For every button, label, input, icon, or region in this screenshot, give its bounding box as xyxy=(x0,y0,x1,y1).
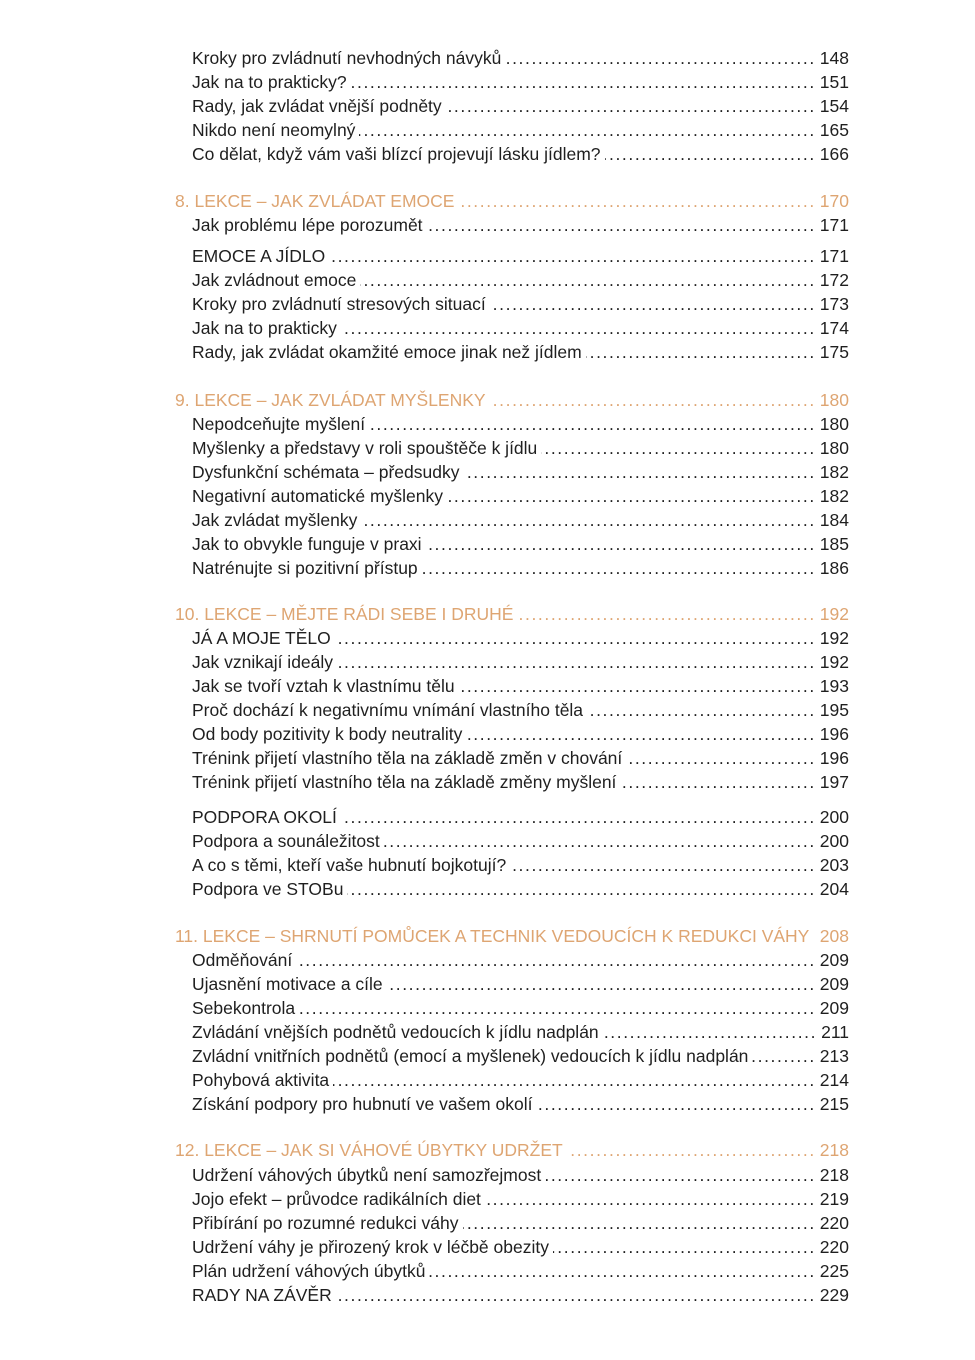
toc-dot-leader xyxy=(296,948,816,972)
toc-entry-title: Jak na to prakticky xyxy=(192,318,337,338)
toc-page-number: 166 xyxy=(819,144,849,164)
toc-entry xyxy=(192,556,849,580)
toc-page-number: 200 xyxy=(819,807,849,827)
toc-entry xyxy=(192,94,849,118)
toc-dot-leader xyxy=(545,1163,816,1187)
toc-entry xyxy=(192,853,849,877)
toc-page-number: 214 xyxy=(819,1070,849,1090)
toc-entry-title: Trénink přijetí vlastního těla na základě změn v chování xyxy=(192,748,623,768)
toc-entry-title: Udržení váhy je přirozený krok v léčbě obezity xyxy=(192,1237,549,1257)
toc-dot-leader xyxy=(335,626,816,650)
toc-dot-leader xyxy=(466,722,815,746)
toc-dot-leader xyxy=(387,972,816,996)
toc-dot-leader xyxy=(341,805,816,829)
toc-dot-leader xyxy=(384,829,816,853)
toc-page-number: 165 xyxy=(819,120,849,140)
toc-dot-leader xyxy=(505,46,815,70)
toc-entry-title: Rady, jak zvládat okamžité emoce jinak než jídlem xyxy=(192,342,582,362)
toc-page-number: 192 xyxy=(819,652,849,672)
toc-entry-title: JÁ A MOJE TĚLO xyxy=(192,628,331,648)
toc-entry xyxy=(192,650,849,674)
toc-entry xyxy=(192,698,849,722)
toc-dot-leader xyxy=(586,340,816,364)
toc-page-number: 174 xyxy=(819,318,849,338)
toc-page-number: 180 xyxy=(819,414,849,434)
toc-entry-title: Získání podpory pro hubnutí ve vašem okolí xyxy=(192,1094,533,1114)
toc-dot-leader xyxy=(603,1020,817,1044)
toc-chapter-heading xyxy=(175,602,849,626)
toc-entry xyxy=(192,412,849,436)
toc-page-number: 211 xyxy=(821,1022,849,1042)
toc-entry-title: Zvládání vnějších podnětů vedoucích k jídlu nadplán xyxy=(192,1022,599,1042)
toc-entry xyxy=(192,1068,849,1092)
toc-entry-title: Jojo efekt – průvodce radikálních diet xyxy=(192,1189,481,1209)
toc-dot-leader xyxy=(427,213,816,237)
toc-entry-title: Nikdo není neomylný xyxy=(192,120,356,140)
toc-page-number: 173 xyxy=(819,294,849,314)
toc-page-number: 184 xyxy=(819,510,849,530)
toc-dot-leader xyxy=(620,770,815,794)
toc-page-number: 204 xyxy=(819,879,849,899)
toc-entry xyxy=(192,1163,849,1187)
toc-dot-leader xyxy=(329,244,816,268)
toc-dot-leader xyxy=(447,484,816,508)
toc-entry xyxy=(192,1235,849,1259)
toc-page-number: 180 xyxy=(819,390,849,410)
toc-entry-title: A co s těmi, kteří vaše hubnutí bojkotují? xyxy=(192,855,507,875)
toc-dot-leader xyxy=(510,853,816,877)
toc-page-number: 195 xyxy=(819,700,849,720)
toc-entry xyxy=(192,770,849,794)
toc-entry xyxy=(192,340,849,364)
toc-page-number: 229 xyxy=(819,1285,849,1305)
toc-entry-title: Dysfunkční schémata – předsudky xyxy=(192,462,460,482)
toc-entry-title: Proč dochází k negativnímu vnímání vlastního těla xyxy=(192,700,584,720)
toc-page-number: 220 xyxy=(819,1213,849,1233)
toc-entry-title: Podpora a sounáležitost xyxy=(192,831,380,851)
toc-dot-leader xyxy=(536,1092,815,1116)
toc-entry xyxy=(192,674,849,698)
toc-page-number: 209 xyxy=(819,950,849,970)
toc-dot-leader xyxy=(458,189,815,213)
toc-entry xyxy=(192,532,849,556)
toc-dot-leader xyxy=(490,388,816,412)
toc-entry-title: Trénink přijetí vlastního těla na základě změny myšlení xyxy=(192,772,617,792)
toc-entry-title: RADY NA ZÁVĚR xyxy=(192,1285,332,1305)
toc-dot-leader xyxy=(626,746,816,770)
toc-entry-title: Udržení váhových úbytků není samozřejmost xyxy=(192,1165,542,1185)
toc-entry xyxy=(192,746,849,770)
toc-entry-title: 9. LEKCE – JAK ZVLÁDAT MYŠLENKY xyxy=(175,390,486,410)
toc-page-number: 213 xyxy=(819,1046,849,1066)
toc-entry xyxy=(192,1211,849,1235)
toc-entry xyxy=(192,1187,849,1211)
toc-page-number: 175 xyxy=(819,342,849,362)
toc-entry-title: Jak zvládnout emoce xyxy=(192,270,357,290)
toc-dot-leader xyxy=(587,698,816,722)
toc-entry-title: Co dělat, když vám vaši blízcí projevují lásku jídlem? xyxy=(192,144,601,164)
toc-page-number: 218 xyxy=(819,1165,849,1185)
toc-entry-title: 8. LEKCE – JAK ZVLÁDAT EMOCE xyxy=(175,191,455,211)
toc-entry-title: Přibírání po rozumné redukci váhy xyxy=(192,1213,459,1233)
toc-page-number: 218 xyxy=(819,1140,849,1160)
toc-dot-leader xyxy=(517,602,815,626)
toc-entry-title: Plán udržení váhových úbytků xyxy=(192,1261,426,1281)
toc-entry-title: PODPORA OKOLÍ xyxy=(192,807,337,827)
toc-entry-title: Kroky pro zvládnutí nevhodných návyků xyxy=(192,48,502,68)
toc-entry xyxy=(192,996,849,1020)
toc-dot-leader xyxy=(351,70,816,94)
toc-page-number: 193 xyxy=(819,676,849,696)
toc-entry xyxy=(192,1092,849,1116)
toc-entry-title: Kroky pro zvládnutí stresových situací xyxy=(192,294,486,314)
toc-chapter-heading xyxy=(175,189,849,213)
toc-entry-title: 11. LEKCE – SHRNUTÍ POMŮCEK A TECHNIK VEDOUCÍCH K REDUKCI VÁHY xyxy=(175,926,810,946)
toc-page-number: 170 xyxy=(819,191,849,211)
toc-dot-leader xyxy=(336,1283,816,1307)
toc-dot-leader xyxy=(541,436,816,460)
toc-entry xyxy=(192,1044,849,1068)
toc-dot-leader xyxy=(337,650,816,674)
toc-page-number: 148 xyxy=(819,48,849,68)
toc-chapter-heading xyxy=(175,388,849,412)
toc-entry xyxy=(192,142,849,166)
toc-entry xyxy=(192,484,849,508)
toc-page-number: 215 xyxy=(819,1094,849,1114)
toc-page-number: 182 xyxy=(819,462,849,482)
toc-chapter-heading xyxy=(175,924,849,948)
toc-page-number: 154 xyxy=(819,96,849,116)
toc-dot-leader xyxy=(361,508,815,532)
toc-entry xyxy=(192,118,849,142)
toc-entry xyxy=(192,292,849,316)
toc-dot-leader xyxy=(490,292,816,316)
toc-dot-leader xyxy=(752,1044,815,1068)
toc-entry xyxy=(192,1259,849,1283)
toc-page-number: 196 xyxy=(819,748,849,768)
toc-page-number: 185 xyxy=(819,534,849,554)
toc-entry xyxy=(192,244,849,268)
toc-entry-title: Rady, jak zvládat vnější podněty xyxy=(192,96,442,116)
toc-entry-title: Myšlenky a představy v roli spouštěče k jídlu xyxy=(192,438,538,458)
toc-entry-title: Negativní automatické myšlenky xyxy=(192,486,443,506)
toc-dot-leader xyxy=(464,460,816,484)
toc-page-number: 172 xyxy=(819,270,849,290)
toc-dot-leader xyxy=(567,1138,816,1162)
toc-dot-leader xyxy=(299,996,816,1020)
toc-entry xyxy=(192,626,849,650)
toc-page-number: 219 xyxy=(819,1189,849,1209)
toc-dot-leader xyxy=(429,1259,815,1283)
toc-dot-leader xyxy=(341,316,816,340)
toc-page-number: 171 xyxy=(819,246,849,266)
toc-dot-leader xyxy=(485,1187,816,1211)
toc-page-number: 151 xyxy=(819,72,849,92)
toc-entry-title: Jak se tvoří vztah k vlastnímu tělu xyxy=(192,676,455,696)
toc-page-number: 225 xyxy=(819,1261,849,1281)
toc-dot-leader xyxy=(605,142,816,166)
toc-page-number: 197 xyxy=(819,772,849,792)
toc-entry xyxy=(192,877,849,901)
toc-entry-title: Nepodceňujte myšlení xyxy=(192,414,366,434)
toc-entry-title: Sebekontrola xyxy=(192,998,296,1018)
toc-entry-title: Ujasnění motivace a cíle xyxy=(192,974,383,994)
toc-entry xyxy=(192,70,849,94)
toc-entry-title: Pohybová aktivita xyxy=(192,1070,330,1090)
toc-page-number: 209 xyxy=(819,998,849,1018)
toc-entry xyxy=(192,722,849,746)
toc-entry xyxy=(192,316,849,340)
toc-entry-title: Podpora ve STOBu xyxy=(192,879,344,899)
toc-chapter-heading xyxy=(175,1138,849,1162)
toc-dot-leader xyxy=(553,1235,816,1259)
toc-page-number: 182 xyxy=(819,486,849,506)
toc-entry-title: Jak vznikají ideály xyxy=(192,652,334,672)
toc-page-number: 203 xyxy=(819,855,849,875)
toc-dot-leader xyxy=(459,674,816,698)
toc-dot-leader xyxy=(347,877,815,901)
toc-dot-leader xyxy=(333,1068,816,1092)
toc-entry xyxy=(192,805,849,829)
toc-page-number: 220 xyxy=(819,1237,849,1257)
toc-page-number: 171 xyxy=(819,215,849,235)
toc-entry xyxy=(192,460,849,484)
toc-entry xyxy=(192,213,849,237)
toc-entry-title: Odměňování xyxy=(192,950,293,970)
toc-entry xyxy=(192,268,849,292)
toc-page-number: 209 xyxy=(819,974,849,994)
toc-page-number: 192 xyxy=(819,628,849,648)
toc-entry xyxy=(192,1283,849,1307)
toc-entry-title: 12. LEKCE – JAK SI VÁHOVÉ ÚBYTKY UDRŽET xyxy=(175,1140,563,1160)
toc-entry xyxy=(192,436,849,460)
toc-entry xyxy=(192,508,849,532)
toc-dot-leader xyxy=(813,924,815,948)
toc-entry-title: Natrénujte si pozitivní přístup xyxy=(192,558,418,578)
toc-page-number: 192 xyxy=(819,604,849,624)
toc-entry-title: Od body pozitivity k body neutrality xyxy=(192,724,463,744)
toc-dot-leader xyxy=(463,1211,816,1235)
toc-entry xyxy=(192,46,849,70)
toc-entry-title: EMOCE A JÍDLO xyxy=(192,246,326,266)
toc-entry-title: Zvládní vnitřních podnětů (emocí a myšlenek) vedoucích k jídlu nadplán xyxy=(192,1046,749,1066)
toc-entry xyxy=(192,1020,849,1044)
toc-page-number: 200 xyxy=(819,831,849,851)
toc-dot-leader xyxy=(446,94,816,118)
toc-entry-title: Jak zvládat myšlenky xyxy=(192,510,358,530)
toc-entry-title: Jak problému lépe porozumět xyxy=(192,215,423,235)
toc-page-number: 196 xyxy=(819,724,849,744)
toc-dot-leader xyxy=(369,412,816,436)
toc-entry-title: 10. LEKCE – MĚJTE RÁDI SEBE I DRUHÉ xyxy=(175,604,514,624)
toc-page-number: 180 xyxy=(819,438,849,458)
toc-page-number: 186 xyxy=(819,558,849,578)
toc-dot-leader xyxy=(422,556,816,580)
toc-entry xyxy=(192,972,849,996)
toc-dot-leader xyxy=(426,532,816,556)
toc-entry xyxy=(192,948,849,972)
toc-entry xyxy=(192,829,849,853)
toc-entry-title: Jak na to prakticky? xyxy=(192,72,347,92)
toc-entry-title: Jak to obvykle funguje v praxi xyxy=(192,534,422,554)
toc-dot-leader xyxy=(360,268,815,292)
toc-dot-leader xyxy=(359,118,815,142)
toc-page-number: 208 xyxy=(819,926,849,946)
